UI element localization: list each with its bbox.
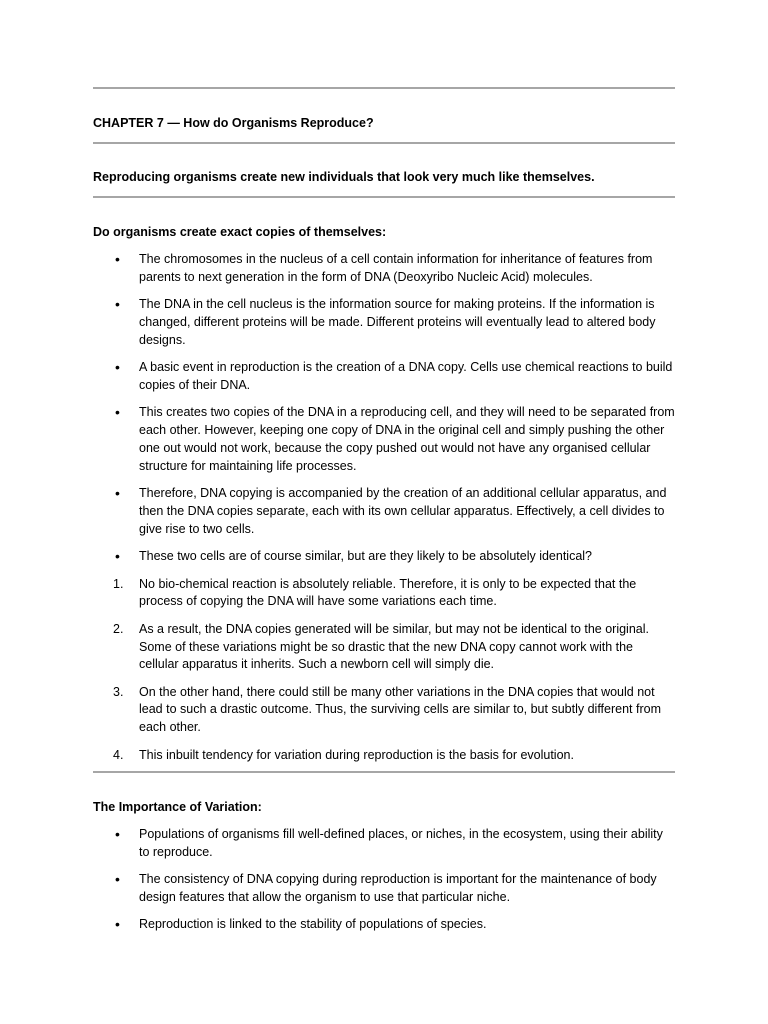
bullet-marker: • (115, 404, 120, 421)
numbered-item (93, 576, 675, 612)
section-heading-importance-of-variation: The Importance of Variation: (93, 800, 262, 814)
bullet-marker: • (115, 296, 120, 313)
list-item (93, 916, 675, 934)
summary-divider (93, 196, 675, 198)
numbered-item (93, 621, 675, 674)
list-item (93, 871, 675, 907)
bullet-marker: • (115, 916, 120, 933)
list-item (93, 296, 675, 349)
numbered-item (93, 747, 675, 765)
numbered-item-text: This inbuilt tendency for variation during reproduction is the basis for evolution. (139, 747, 574, 762)
number-marker: 1. (113, 576, 124, 591)
list-item-text: The consistency of DNA copying during reproduction is important for the maintenance of body design features that allow the organism to use that particular niche. (139, 872, 657, 904)
list-item-text: Therefore, DNA copying is accompanied by the creation of an additional cellular apparatus, and then the DNA copies separate, each with its own cellular apparatus. Effectively, a cell divides to give rise to two cells. (139, 486, 667, 536)
top-divider (93, 87, 675, 89)
chapter-summary: Reproducing organisms create new individuals that look very much like themselves. (93, 170, 595, 184)
bullet-marker: • (115, 871, 120, 888)
list-item (93, 251, 675, 287)
list-item (93, 548, 675, 566)
bullet-marker: • (115, 548, 120, 565)
list-item (93, 359, 675, 395)
number-marker: 4. (113, 747, 124, 762)
section-variation-list (93, 826, 675, 944)
list-item-text: These two cells are of course similar, but are they likely to be absolutely identical? (139, 549, 593, 564)
title-divider (93, 142, 675, 144)
section-heading-exact-copies: Do organisms create exact copies of themselves: (93, 225, 387, 239)
bullet-marker: • (115, 485, 120, 502)
list-item-text: The DNA in the cell nucleus is the information source for making proteins. If the information is changed, different proteins will be made. Different proteins will eventually lead to altered body designs. (139, 297, 656, 347)
section-exact-copies-list (93, 251, 675, 774)
list-item-text: Reproduction is linked to the stability of populations of species. (139, 917, 487, 932)
numbered-item-text: On the other hand, there could still be many other variations in the DNA copies that would not lead to such a drastic outcome. Thus, the surviving cells are similar to, but subtly different from each other. (139, 684, 661, 735)
numbered-item-text: As a result, the DNA copies generated will be similar, but may not be identical to the original. Some of these variations might be so drastic that the new DNA copy cannot work with the cellular apparatus it inherits. Such a newborn cell will simply die. (139, 621, 649, 672)
number-marker: 3. (113, 684, 124, 699)
bullet-marker: • (115, 359, 120, 376)
bullet-marker: • (115, 826, 120, 842)
bullet-marker: • (115, 251, 120, 267)
section-divider (93, 771, 675, 773)
list-item (93, 404, 675, 475)
number-marker: 2. (113, 621, 124, 636)
list-item (93, 485, 675, 538)
list-item-text: A basic event in reproduction is the creation of a DNA copy. Cells use chemical reactions to build copies of their DNA. (139, 360, 673, 392)
chapter-title: CHAPTER 7 — How do Organisms Reproduce? (93, 116, 374, 130)
list-item (93, 826, 675, 862)
numbered-item (93, 684, 675, 737)
numbered-item-text: No bio-chemical reaction is absolutely reliable. Therefore, it is only to be expected that the process of copying the DNA will have some variations each time. (139, 576, 637, 609)
list-item-text: Populations of organisms fill well-defined places, or niches, in the ecosystem, using their ability to reproduce. (139, 827, 663, 859)
list-item-text: This creates two copies of the DNA in a reproducing cell, and they will need to be separated from each other. However, keeping one copy of DNA in the original cell and simply pushing the other one out would not work, because the copy pushed out would not have any organised cellular structure for maintaining life processes. (139, 405, 675, 473)
list-item-text: The chromosomes in the nucleus of a cell contain information for inheritance of features from parents to next generation in the form of DNA (Deoxyribo Nucleic Acid) molecules. (139, 252, 653, 284)
